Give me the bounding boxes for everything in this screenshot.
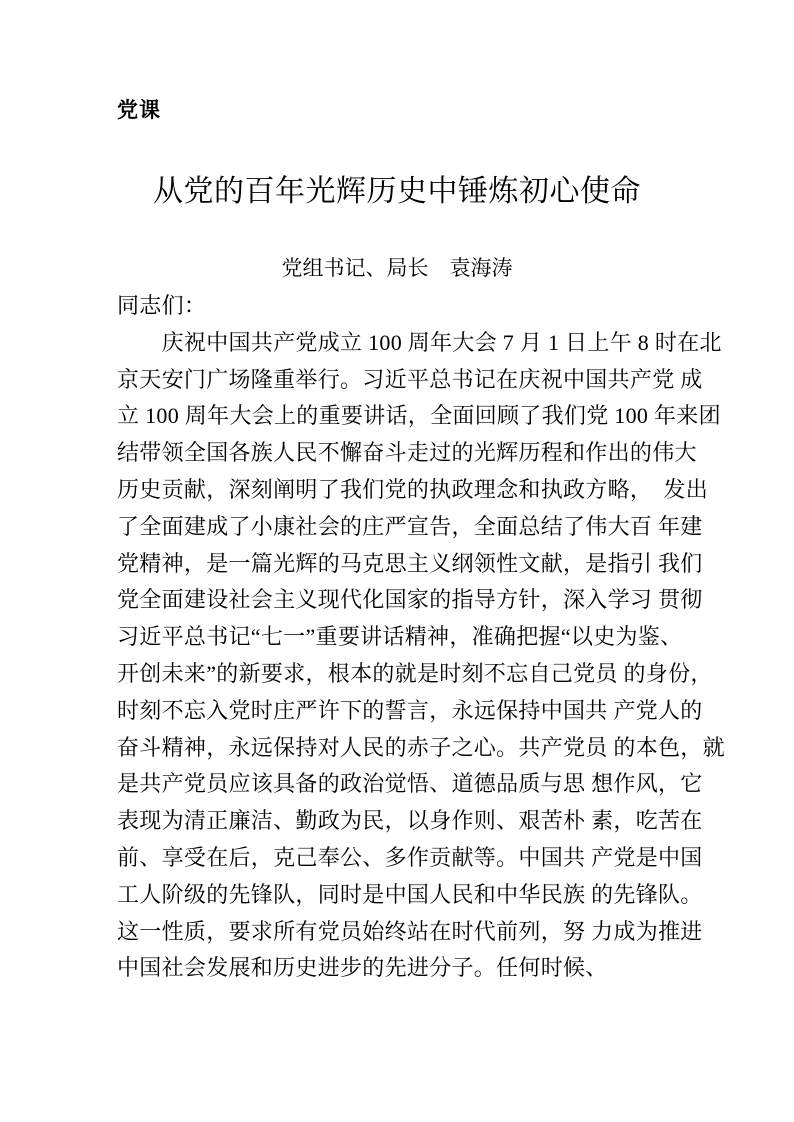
document-byline: 党组书记、局长 袁海涛 <box>281 256 513 280</box>
body-line: 开创未来”的新要求，根本的就是时刻不忘自己党员 的身份， <box>117 660 713 686</box>
body-line: 前、享受在后，克己奉公、多作贡献等。中国共 产党是中国 <box>117 844 703 870</box>
document-type-label: 党课 <box>117 99 161 122</box>
document-title: 从党的百年光辉历史中锤炼初心使命 <box>153 175 641 208</box>
body-line: 是共产党员应该具备的政治觉悟、道德品质与思 想作风，它 <box>117 771 703 797</box>
body-line: 党全面建设社会主义现代化国家的指导方针，深入学习 贯彻 <box>117 587 703 613</box>
body-line: 了全面建成了小康社会的庄严宣告，全面总结了伟大百 年建 <box>117 513 703 539</box>
body-line: 立 100 周年大会上的重要讲话，全面回顾了我们党 100 年来团 <box>117 403 721 429</box>
body-line: 奋斗精神，永远保持对人民的赤子之心。共产党员 的本色，就 <box>117 734 725 760</box>
body-line: 工人阶级的先锋队，同时是中国人民和中华民族 的先锋队。 <box>117 881 703 907</box>
body-line: 这一性质，要求所有党员始终站在时代前列，努 力成为推进 <box>117 918 703 944</box>
body-line: 时刻不忘入党时庄严许下的誓言，永远保持中国共 产党人的 <box>117 697 703 723</box>
body-line: 党精神，是一篇光辉的马克思主义纲领性文献，是指引 我们 <box>117 550 703 576</box>
body-line: 习近平总书记“七一”重要讲话精神，准确把握“以史为鉴、 <box>117 624 683 650</box>
body-line: 庆祝中国共产党成立 100 周年大会 7 月 1 日上午 8 时在北 <box>117 329 722 355</box>
body-line: 表现为清正廉洁、勤政为民，以身作则、艰苦朴 素，吃苦在 <box>117 808 703 834</box>
document-body <box>117 288 725 987</box>
body-line: 京天安门广场隆重举行。习近平总书记在庆祝中国共产党 成 <box>117 366 703 392</box>
body-line: 历史贡献，深刻阐明了我们党的执政理念和执政方略， 发出 <box>117 476 709 502</box>
body-line: 结带领全国各族人民不懈奋斗走过的光辉历程和作出的伟大 <box>117 440 697 466</box>
body-line: 中国社会发展和历史进步的先进分子。任何时候、 <box>117 955 608 981</box>
salutation-line: 同志们： <box>117 293 207 318</box>
